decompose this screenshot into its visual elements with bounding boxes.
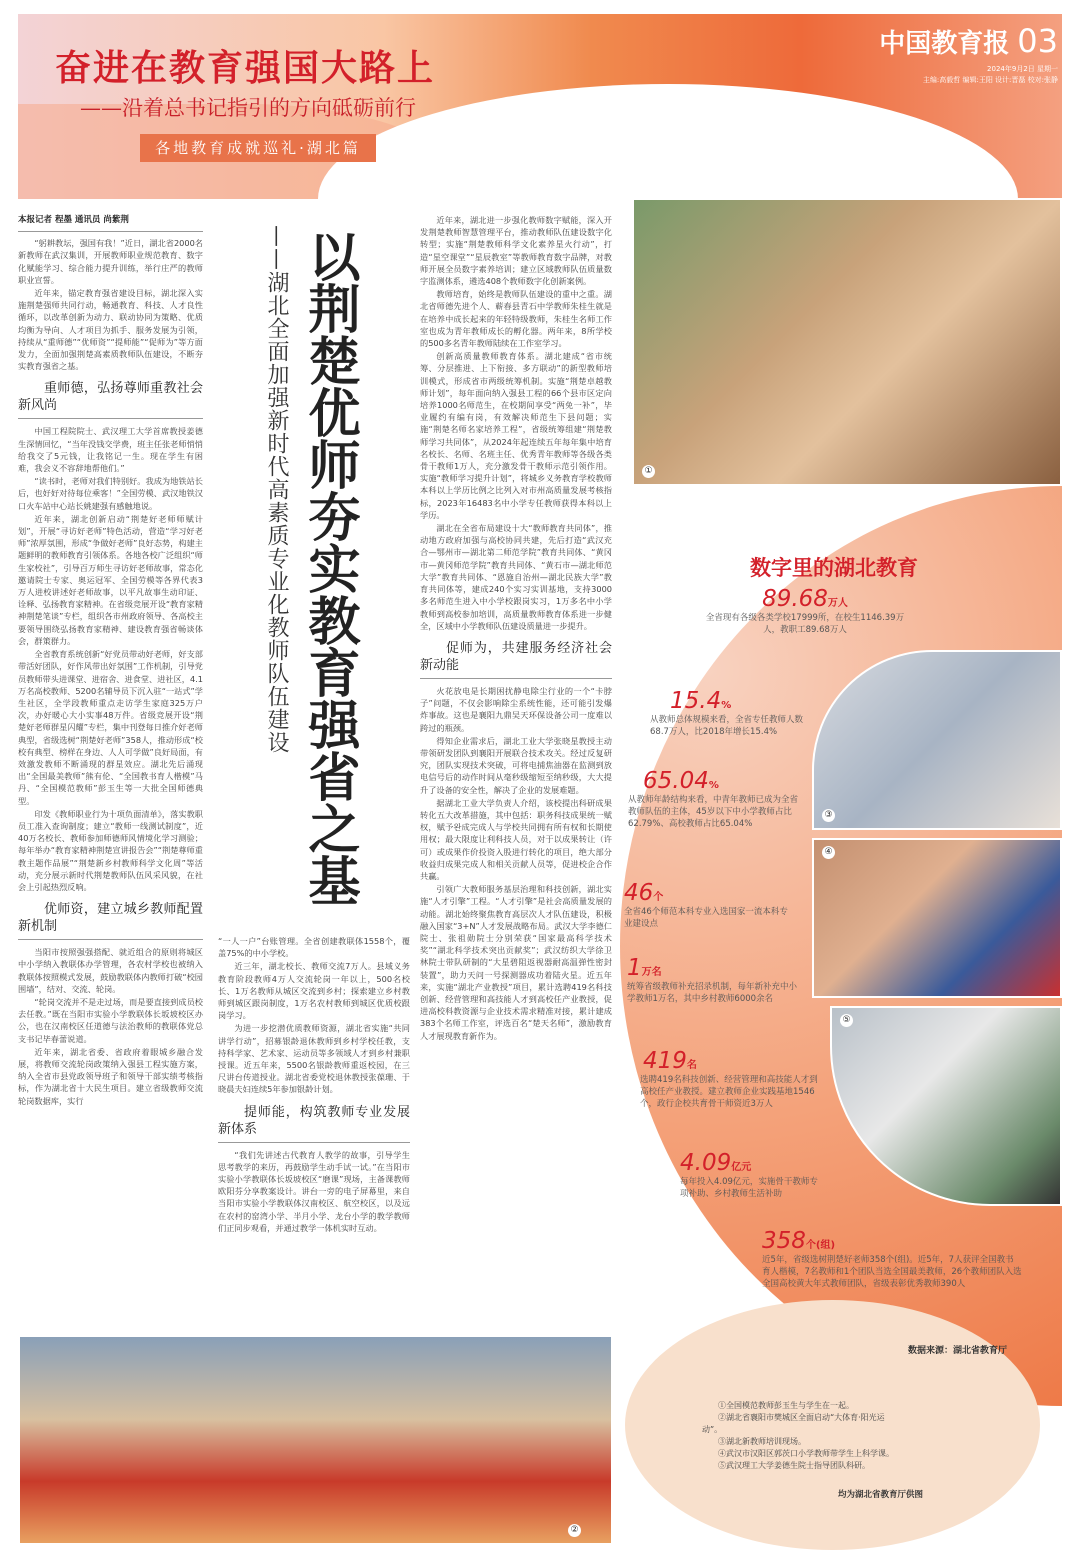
article-headline: 以荆楚优师夯实教育强省之基 — [299, 230, 359, 906]
paragraph: 湖北在全省布局建设十大“教师教育共同体”，推动地方政府加强与高校协同共建，先后打造“武汉充合—鄂州市—湖北第二师范学院”教育共同体、“黄冈市—黄冈师范学院”教育共同体、“黄石市—湖北师范大学”教育共同体、“恩施自治州—湖北民族大学”教育共同体等，建成240个实习实训基地，支持3000多名师范生进入中小学校跟岗实习，1万多名中小学教师到高校参加培训，高质量教师教育体系进一步健全，区域中小学教师队伍建设质量进一步提升。 — [420, 523, 612, 631]
issue-date: 2024年9月2日 星期一 — [987, 65, 1058, 73]
paragraph: 得知企业需求后，湖北工业大学张晓星教授主动带领研发团队到襄阳开展联合技术攻关。经过反复研究，团队实现技术突破，可将电捕焦油器在监测到放电信号后的动作时间从毫秒级缩短至纳秒级，大大提升了设备的安全性，解决了企业的发展难题。 — [420, 735, 612, 795]
photo-number: ③ — [822, 809, 835, 822]
stat-number: 4.09 — [680, 1150, 732, 1176]
caption: ⑤武汉理工大学姜德生院士指导团队科研。 — [718, 1461, 870, 1470]
stat-description: 全省46个师范本科专业入选国家一流本科专业建设点 — [624, 907, 788, 929]
article-subtitle: ——湖北全面加强新时代高素质专业化教师队伍建设 — [264, 225, 289, 754]
paragraph: 近年来，湖北进一步强化教师数字赋能，深入开发荆楚教师智慧管理平台，推动教师队伍建设数字化转型；实施“荆楚教师科学文化素养星火行动”，打造“星空课堂”“星辰教室”等教师教育数字品牌，对教师开展全员数字素养培训；建立区域教师队伍质量数字监测体系，遴选408个教师数字化创新案例。 — [420, 215, 612, 287]
paragraph: 引领广大教师服务基层治理和科技创新，湖北实施“人才引擎”工程。“人才引擎”是社会高质量发展的动能。湖北始终聚焦教育高层次人才队伍建设，积极融入国家“3+N”人才发展战略布局。武汉大学李德仁院士、张祖勋院士分别荣获“国家最高科学技术奖”“湖北科学技术突出贡献奖”；武汉纺织大学徐卫林院士带队研制的“大星碧阻返视器耐高温弹性密封装置”，助力天问一号探测器成功着陆火星。近五年来，实施“湖北产业教授”项目，累计选聘419名科技创新、经营管理和高技能人才到高校任产业教授，促进高校科教资源与企业技术需求精准对接，累计建成383个名师工作室，评选百名“楚天名师”，激励教育人才展现教育新作为。 — [420, 884, 612, 1041]
article-column-3 — [420, 214, 612, 1043]
paragraph: 近三年，湖北校长、教师交流7万人。县域义务教育阶段教师4万人交流轮岗一年以上，500名校长、1万名教师从城区交流到乡村；探索建立乡村教师到城区跟岗制度，1万名农村教师到城区优质校跟岗学习。 — [218, 961, 410, 1021]
stat-number: 65.04 — [643, 768, 709, 794]
newspaper-name: 中国教育报 — [879, 29, 1010, 59]
stat-number: 46 — [624, 880, 654, 906]
photo-number: ② — [568, 1524, 581, 1537]
stat-unit: % — [721, 700, 732, 711]
paragraph: “轮岗交流并不是走过场，而是要直接到成员校去任教。”既在当阳市实验小学教联体长坂坡校区办公，也在汉南校区任道德与法治教师的教联体党总支书记毕春蕾说道。 — [18, 996, 203, 1044]
stat-description: 从教师年龄结构来看，中青年教师已成为全省教师队伍的主体，45岁以下中小学教师占比62.79%、高校教师占比65.04% — [628, 795, 799, 829]
masthead — [879, 22, 1058, 60]
page-subtitle: ——沿着总书记指引的方向砥砺前行 — [80, 96, 416, 120]
stat-description: 统筹省级教师补充招录机制，每年新补充中小学教师1万名，其中乡村教师6000余名 — [627, 982, 798, 1004]
byline: 本报记者 程墨 通讯员 尚紫荆 — [18, 214, 203, 232]
stat-description: 从教师总体规模来看，全省专任教师人数68.7万人，比2018年增长15.4% — [650, 715, 804, 737]
stat-number: 89.68 — [762, 586, 828, 612]
section-heading: 提师能，构筑教师专业发展新体系 — [218, 1104, 410, 1143]
paragraph: 近年来，湖北创新启动“荆楚好老师师赋计划”，开展“寻访好老师”特色活动，营造“学习好老师”浓厚氛围，形成“争做好老师”良好态势，构建主题鲜明的教师教育引领体系。各地各校广泛组织“师生家校社”，引导百万师生寻访好老师故事，常态化邀请院士专家、奥运冠军、全国劳模等各界代表3万人进校讲述好老师故事，以平凡故事生动印证、诠释、弘扬教育家精神。在省级竞展开设“教育家精神荆楚笔谈”专栏，组织各市州政府领导、各高校主要领导围绕弘扬教育家精神、建设教育强省畅谈体会，群策群力。 — [18, 513, 203, 646]
section-heading: 优师资，建立城乡教师配置新机制 — [18, 901, 203, 940]
photo-credit: 均为湖北省教育厅供图 — [838, 1490, 924, 1500]
paragraph: 为进一步挖潜优质教师资源，湖北省实施“共同讲学行动”，招募银龄退休教师到乡村学校任教，支持科学家、艺术家、运动员等多领域人才到乡村兼职授课。近五年来，5500名银龄教师重返校园，在三尺讲台传道授业。湖北省委党校退休教授张葆珊、于晓晨夫妇连续5年参加银龄计划。 — [218, 1023, 410, 1095]
paragraph: “一人一户”台账管理。全省创建教联体1558个，覆盖75%的中小学校。 — [218, 936, 410, 959]
section-heading: 促师为，共建服务经济社会新动能 — [420, 640, 612, 679]
editor-credits: 主编:高毅哲 编辑:王阳 设计:晋磊 校对:张静 — [922, 76, 1058, 84]
stat-item — [624, 880, 789, 930]
stat-item — [762, 1228, 1022, 1290]
caption: ③湖北新教师培训现场。 — [718, 1437, 806, 1446]
stat-item — [627, 955, 797, 1005]
stat-item — [650, 688, 805, 738]
stat-unit: 万人 — [827, 598, 848, 609]
paragraph: 近年来，湖北省委、省政府着眼城乡融合发展，将教师交流轮岗政策纳入强县工程实施方案，纳入全省市县党政领导班子和领导干部实绩考核指标，作为湖北省十大民生项目。建立省级教师交流轮岗数据库，实行 — [18, 1046, 203, 1106]
stat-description: 选聘419名科技创新、经营管理和高技能人才到高校任产业教授。建立教师企业实践基地1546个，政行企校共育骨干师资近3万人 — [640, 1075, 818, 1109]
paragraph: 据湖北工业大学负责人介绍，该校提出科研成果转化五大改革措施，其中包括：职务科技成果统一赋权，赋予완成完成人与学校共同拥有所有权和长期使用权；最大限度让利科技人员，对于以成果转让（许可）或成果作价投资入股进行转化的项目，绝大部分收益归成果完成人和相关贡献人员等，促进校企合作共赢。 — [420, 797, 612, 881]
paragraph: 近年来，锚定教育强省建设目标，湖北深入实施荆楚强师共同行动，畅通教育、科技、人才良性循环，以改革创新为动力、联动协同为策略、优质均衡为导向、人才项目为抓手、服务发展为引领，持续从“重师德”“优师资”“提师能”“促师为”等方面发力，全面加强荆楚高素质教师队伍建设，不断夯实教育强省之基。 — [18, 288, 203, 372]
stat-unit: 万名 — [641, 967, 662, 978]
paragraph: 当阳市按照强强搭配、就近组合的原则将城区中小学纳入教联体办学管理，各农村学校也被纳入教联体按照模式发展，鼓励教联体内教师打破“校园围墙”，结对、交流、轮岗。 — [18, 947, 203, 994]
page-title: 奋进在教育强国大路上 — [55, 47, 436, 89]
paragraph: 创新高质量教师教育体系。湖北建成“省市统筹、分层推进、上下衔接、多方联动”的新型教师培训模式，形成省市两级统筹机制。实施“荆楚卓越教师计划”，每年面向纳入强县工程的66个县市区定向培养1000名师范生，在校期间享受“两免一补”，毕业履约有编有岗，有效解决师范生下县问题；实施“荆楚名师名家培养工程”，省级统筹组建“荆楚教师学习共同体”，从2024年起连续五年每年集中培育名校长、名师、名班主任、优秀青年教师等各级各类骨干教师1万人，充分激发骨干教师示范引领作用。实施“教师学习提升计划”，将城乡义务教育学校教师本科以上学历比例之比列入对市州高质量发展考核指标，2023年16483名中小学专任教师获得本科以上学历。 — [420, 351, 612, 520]
stats-title: 数字里的湖北教育 — [750, 555, 918, 580]
stat-unit: 个 — [653, 892, 664, 903]
section-heading: 重师德，弘扬尊师重教社会新风尚 — [18, 380, 203, 419]
page-number: 03 — [1017, 22, 1058, 60]
stat-number: 1 — [627, 955, 642, 981]
photo-captions — [702, 1400, 1012, 1472]
stat-unit: 个(组) — [805, 1240, 836, 1251]
photo-teacher-with-students — [632, 198, 1062, 486]
paragraph: “我们先讲述古代教育人教学的故事，引导学生思考教学的来历，再鼓励学生动手试一试。”在当阳市实验小学教联体长坂坡校区“磨课”现场，主备课教师欧阳芬分享教案设计。讲台一旁的电子屏幕里，来自当阳市实验小学教联体汉南校区、航空校区，以及远在农村的窑湾小学、半月小学、龙台小学的教学教师们正同步观看，并通过教学一体机实时互动。 — [218, 1149, 410, 1233]
stat-item — [680, 1150, 820, 1200]
stat-description: 全省现有各级各类学校17999所，在校生1146.39万人，教职工89.68万人 — [705, 613, 905, 635]
photo-number: ④ — [822, 846, 835, 859]
caption: ②湖北省襄阳市樊城区全面启动“大体育·阳光运动”。 — [702, 1413, 885, 1434]
stat-description: 近5年，省级选树荆楚好老师358个(组)。近5年，7人获评全国教书育人楷模，7名教师和1个团队当选全国最美教师，26个教师团队入选全国高校黄大年式教师团队，省级表彰优秀教师390人 — [762, 1255, 1022, 1289]
photo-science-class — [812, 838, 1062, 998]
stat-number: 15.4 — [670, 688, 722, 714]
paragraph: 印发《教师职业行为十项负面清单》，落实教职员工准入查询制度；建立“教师一线测试制度”，近40万名校长、教师参加师德师风情境化学习测验；每年举办“教育家精神荆楚宣讲报告会”“荆楚尊师重教主题作品展”“荆楚新乡村教师科学文化周”等活动，充分展示新时代荆楚教师队伍风采风貌，在社会上引起热烈反响。 — [18, 808, 203, 892]
stat-unit: % — [708, 780, 719, 791]
series-tag: 各地教育成就巡礼·湖北篇 — [140, 134, 376, 162]
stat-item — [628, 768, 798, 830]
stat-item — [640, 1048, 820, 1110]
paragraph: 火花放电是长期困扰静电除尘行业的一个“卡脖子”问题，不仅会影响除尘系统性能，还可能引发爆炸事故。这也是襄阳九鼎吴天环保设备公司一度难以跨过的瓶颈。 — [420, 685, 612, 733]
caption: ①全国模范教师彭玉生与学生在一起。 — [718, 1401, 854, 1410]
stat-number: 358 — [762, 1228, 806, 1254]
photo-number: ① — [642, 465, 655, 478]
stat-item — [700, 586, 910, 636]
paragraph: 教师培育，始终是教师队伍建设的重中之重。湖北省师德先进个人、蕲春县青石中学教师朱桂生就是在培养中成长起来的年轻特级教师，朱桂生名师工作室也成为青年教师成长的孵化器。两年来，8所学校的500多名青年教师陆续在工作室学习。 — [420, 289, 612, 349]
paragraph: “读书时，老师对我们特别好。我成为地铁站长后，也好好对待每位乘客！”全国劳模、武汉地铁汉口火车站中心站长姚建强有感触地说。 — [18, 476, 203, 511]
article-column-2 — [218, 935, 410, 1235]
paragraph: 中国工程院院士、武汉理工大学首席教授姜德生深情回忆，“当年没钱交学费，班主任张老师悄悄给我交了5元钱，让我铭记一生。现在学生有困难，我会义不容辞地帮他们。” — [18, 426, 203, 474]
stat-unit: 亿元 — [731, 1162, 752, 1173]
article-column-1 — [18, 214, 203, 1108]
stat-number: 419 — [643, 1048, 687, 1074]
paragraph: “躬耕教坛，强国有我！”近日，湖北省2000名新教师在武汉集训，开展教师职业规范教育、数字化赋能学习、综合能力提升训练，举行庄严的教师职业宣誓。 — [18, 238, 203, 285]
photo-sports-activity — [18, 1335, 613, 1545]
paragraph: 全省教育系统创新“好党员带动好老师，好支部带活好团队，好作风带出好氛围”工作机制，引导党员教师带头进课堂、进宿舍、进食堂、进社区，4.1万名高校教师、5200名辅导员下沉入驻“一站式”学生社区，全学段教师重点走访学生家庭325万户次，办好暖心大小实事48万件。省级竞展开设“荆楚好老师群星闪耀”专栏，集中刊登每日推介好老师典型，省级选树“荆楚好老师”358人，推动形成“校校有典型、榜样在身边、人人可学做”良好局面，有效激发教师不断涌现的群星效应。湖北先后涌现出“全国最美教师”熊有伦、“全国教书育人楷模”马丹、“全国模范教师”彭玉生等一大批全国师德典型。 — [18, 649, 203, 806]
stat-description: 每年投入4.09亿元，实施骨干教师专项补助、乡村教师生活补助 — [680, 1177, 818, 1199]
data-source: 数据来源：湖北省教育厅 — [908, 1346, 1008, 1356]
caption: ④武汉市汉阳区郭茨口小学教师带学生上科学课。 — [718, 1449, 894, 1458]
photo-number: ⑤ — [840, 1014, 853, 1027]
stat-unit: 名 — [686, 1060, 697, 1071]
